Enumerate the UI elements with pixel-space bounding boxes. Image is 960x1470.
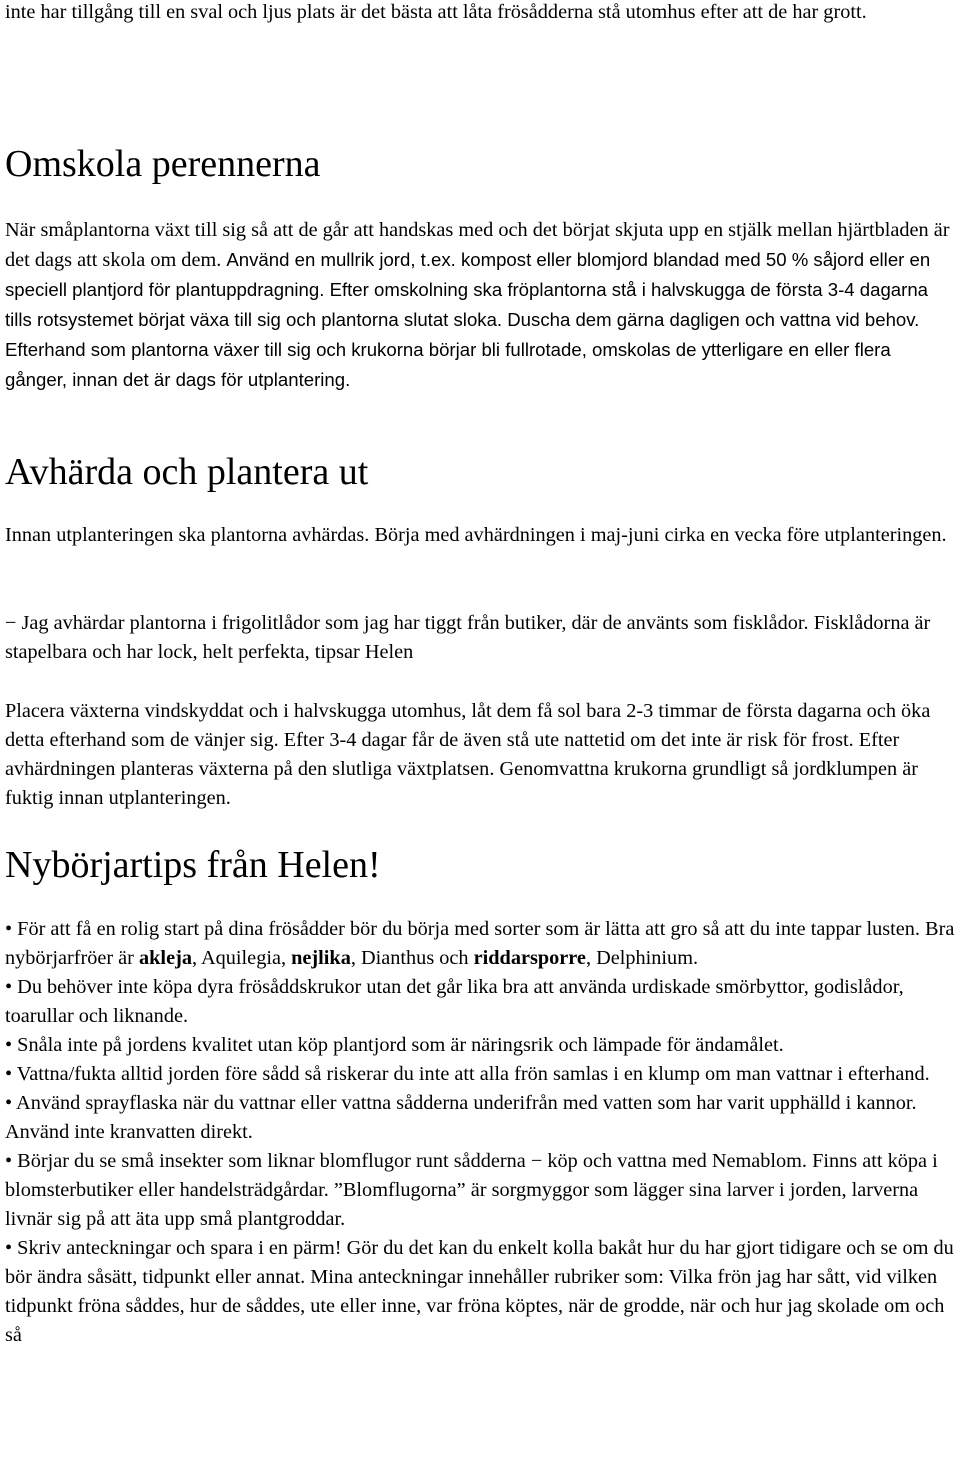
omskola-paragraph [5, 216, 957, 395]
tip1-bold-riddarsporre: riddarsporre [473, 947, 586, 969]
heading-omskola: Omskola perennerna [5, 143, 321, 185]
heading-avharda: Avhärda och plantera ut [5, 451, 369, 493]
tip-item-7: • Skriv anteckningar och spara i en pärm! Gör du det kan du enkelt kolla bakåt hur du har gjort tidigare och se om du bör ändra såsätt, tidpunkt eller annat. Mina anteckningar innehåller rubriker som: Vilka frön jag har sått, vid vilken tidpunkt fröna såddes, hur de såddes, ute eller inne, var fröna köptes, när de grodde, när och hur jag skolade om och så [5, 1237, 954, 1346]
omskola-text-c: Efterhand som plantorna växer till sig och krukorna börjar bli fullrotade, omskolas de ytterligare en eller flera gånger, innan det är dags för utplantering. [5, 339, 891, 390]
tip1-text-e: , Delphinium. [585, 947, 699, 969]
tip1-text-a: • För att få en rolig start på dina frösådder bör du börja med sorter som är lätta att gro så att du inte tappar lusten. Bra nybörjarfröer är [5, 918, 955, 969]
helen-quote: − Jag avhärdar plantorna i frigolitlådor som jag har tiggt från butiker, där de använts som fisklådor. Fisklådorna är stapelbara och har lock, helt perfekta, tipsar Helen [5, 612, 931, 663]
intro-paragraph: inte har tillgång till en sval och ljus plats är det bästa att låta frösådderna stå utomhus efter att de har grott. [5, 1, 867, 23]
tip-item-3: • Snåla inte på jordens kvalitet utan köp plantjord som är näringsrik och lämpade för ändamålet. [5, 1034, 784, 1056]
placera-paragraph: Placera växterna vindskyddat och i halvskugga utomhus, låt dem få sol bara 2-3 timmar de första dagarna och öka detta efterhand som de vänjer sig. Efter 3-4 dagar får de även stå ute nattetid om det inte är risk för frost. Efter avhärdningen planteras växterna på den slutliga växtplatsen. Genomvattna krukorna grundligt så jordklumpen är fuktig innan utplanteringen. [5, 700, 931, 809]
tip-item-6: • Börjar du se små insekter som liknar blomflugor runt sådderna − köp och vattna med Nemablom. Finns att köpa i blomsterbutiker eller handelsträdgårdar. ”Blomflugorna” är sorgmyggor som lägger sina larver i jorden, larverna livnär sig på att äta upp små plantgroddar. [5, 1150, 938, 1230]
tip-item-5: • Använd sprayflaska när du vattnar eller vattna sådderna underifrån med vatten som har varit upphälld i kannor. Använd inte kranvatten direkt. [5, 1092, 917, 1143]
tip-item-4: • Vattna/fukta alltid jorden före sådd så riskerar du inte att alla frön samlas i en klump om man vattnar i efterhand. [5, 1063, 930, 1085]
tip1-bold-nejlika: nejlika [291, 947, 351, 969]
tips-list [5, 915, 957, 1350]
tip-item-1 [5, 915, 957, 973]
tip-item-2: • Du behöver inte köpa dyra frösåddskrukor utan det går lika bra att använda urdiskade smörbyttor, godislådor, toarullar och liknande. [5, 976, 904, 1027]
tip1-text-c: , Aquilegia, [191, 947, 292, 969]
avharda-paragraph: Innan utplanteringen ska plantorna avhärdas. Börja med avhärdningen i maj-juni cirka en vecka före utplanteringen. [5, 524, 947, 546]
tip1-bold-akleja: akleja [139, 947, 192, 969]
heading-tips: Nybörjartips från Helen! [5, 844, 381, 886]
tip1-text-d: , Dianthus och [350, 947, 474, 969]
omskola-text-a: När småplantorna växt till sig så att de går att handskas med och det börjat skjuta upp en stjälk mellan hjärtbladen är det dags att skola om dem. [5, 219, 950, 271]
omskola-text-b: Använd en mullrik jord, t.ex. kompost eller blomjord blandad med 50 % såjord eller en speciell plantjord för plantuppdragning. Efter omskolning ska fröplantorna stå i halvskugga de första 3-4 dagarna tills rotsystemet börjat växa till sig och plantorna slutat sloka. Duscha dem gärna dagligen och vattna vid behov. [5, 249, 931, 330]
